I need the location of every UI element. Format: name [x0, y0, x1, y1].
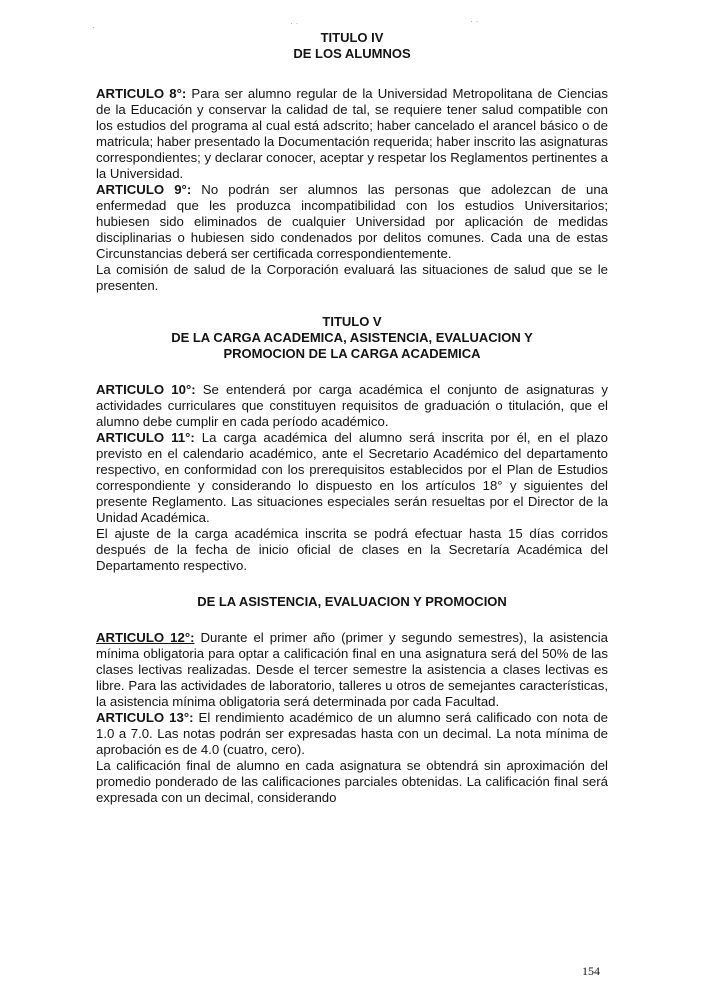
article-8-text: Para ser alumno regular de la Universidad Metropolitana de Ciencias de la Educación y conservar la calidad de tal, se requiere tener salud compatible con los estudios del programa al cual está adscrito; haber cancelado el arancel básico o de matricula; haber presentado la Documentación requerida; haber inscrito las asignaturas correspondientes; y declarar conocer, aceptar y respetar los Reglamentos pertinentes a la Universidad.: [96, 86, 608, 181]
article-9: [96, 182, 608, 262]
title-iv-subtitle: DE LOS ALUMNOS: [293, 46, 411, 61]
article-13-heading: ARTICULO 13°:: [96, 710, 194, 725]
title-v-subtitle-2: PROMOCION DE LA CARGA ACADEMICA: [223, 346, 481, 361]
title-v-subtitle-1: DE LA CARGA ACADEMICA, ASISTENCIA, EVALUACION Y: [171, 330, 533, 345]
article-9-heading: ARTICULO 9°:: [96, 182, 192, 197]
scan-speck: ·: [92, 22, 95, 32]
article-9-extra: La comisión de salud de la Corporación evaluará las situaciones de salud que se le presenten.: [96, 262, 608, 293]
article-13-text: El rendimiento académico de un alumno será calificado con nota de 1.0 a 7.0. Las notas podrán ser expresadas hasta con un decimal. La nota mínima de aprobación es de 4.0 (cuatro, cero).: [96, 710, 609, 757]
document-page: [96, 30, 608, 806]
article-11-text: La carga académica del alumno será inscrita por él, en el plazo previsto en el calendario académico, ante el Secretario Académico del departamento respectivo, en conformidad con los prerequisitos establecidos por el Plan de Estudios correspondiente y considerando lo dispuesto en los artículos 18° y siguientes del presente Reglamento. Las situaciones especiales serán resueltas por el Director de la Unidad Académica.: [96, 430, 608, 525]
article-12: [96, 630, 608, 710]
article-10: [96, 382, 608, 430]
title-v: TITULO V: [322, 314, 382, 329]
article-11-extra: El ajuste de la carga académica inscrita se podrá efectuar hasta 15 días corridos después de la fecha de inicio oficial de clases en la Secretaría Académica del Departamento respectivo.: [96, 526, 608, 573]
section-asistencia-heading: DE LA ASISTENCIA, EVALUACION Y PROMOCION: [197, 594, 507, 609]
article-10-text: Se entenderá por carga académica el conjunto de asignaturas y actividades curriculares que constituyen requisitos de graduación o titulación, que el alumno debe cumplir en cada período académico.: [96, 382, 608, 429]
scan-speck: · ·: [290, 18, 299, 28]
article-12-text: Durante el primer año (primer y segundo semestres), la asistencia mínima obligatoria para optar a calificación final en una asignatura será del 50% de las clases lectivas realizadas. Desde el tercer semestre la asistencia a clases lectivas es libre. Para las actividades de laboratorio, talleres u otros de semejantes características, la asistencia mínima obligatoria será determinada por cada Facultad.: [96, 630, 608, 709]
article-11: [96, 430, 608, 526]
article-13-extra: La calificación final de alumno en cada asignatura se obtendrá sin aproximación del promedio ponderado de las calificaciones parciales obtenidas. La calificación final será expresada con un decimal, considerando: [96, 758, 608, 805]
article-8-heading: ARTICULO 8°:: [96, 86, 187, 101]
article-13: [96, 710, 608, 758]
article-11-heading: ARTICULO 11°:: [96, 430, 195, 445]
article-9-text: No podrán ser alumnos las personas que adolezcan de una enfermedad que les produzca incompatibilidad con los estudios Universitarios; hubiesen sido eliminados de cualquier Universidad por aplicación de medidas disciplinarias o hubiesen sido condenados por delitos comunes. Cada una de estas Circunstancias deberá ser certificada correspondientemente.: [96, 182, 608, 261]
page-number: 154: [582, 964, 600, 978]
article-8: [96, 86, 608, 182]
article-10-heading: ARTICULO 10°:: [96, 382, 196, 397]
scan-speck: · ·: [470, 16, 479, 26]
title-iv: TITULO IV: [320, 30, 384, 45]
article-12-heading: ARTICULO 12°:: [96, 630, 195, 645]
